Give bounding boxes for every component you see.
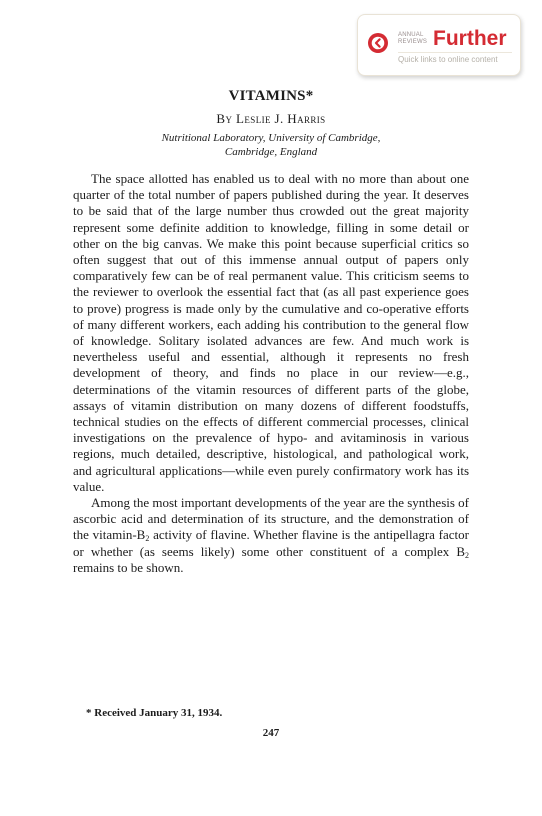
affiliation-line-2: Cambridge, England	[224, 146, 318, 158]
paragraph-2-part-c: remains to be shown.	[73, 559, 184, 575]
paragraph-1: The space allotted has enabled us to deal with no more than about one quarter of the total number of papers published during the year. It deserves to be said that of the large number thus crowded out the great majority represent some definite addition to knowledge, filling in some detail or other on the big canvas. We make this point because superficial critics so often suggest that out of this immense annual output of papers only comparatively few can be of real permanent value. This criticism seems to the reviewer to overlook the essential fact that (as all past experience goes to prove) progress is made only by the cumulative and co-operative efforts of many different workers, each adding his contribution to the general flow of knowledge. Solitary isolated advances are few. And much work is nevertheless useful and essential, although it represents no fresh development of theory, and finds no place in our review—e.g., determinations of the vitamin resources of different parts of the globe, assays of vitamin distribution on many dozens of different foodstuffs, technical studies on the effects of different commercial processes, clinical investigations on the prevalence of hypo- and avitaminosis in various regions, much detailed, descriptive, histological, and pathological work, and agricultural applications—while even purely confirmatory work has its value.	[73, 171, 469, 494]
paragraph-2-part-a: Among the most important developments of the year are the synthesis of ascorbic acid and determination of its structure, and the demonstration of the vitamin-B	[73, 495, 469, 543]
author-prefix: By	[216, 111, 233, 126]
affiliation-line-1: Nutritional Laboratory, University of Cambridge,	[161, 132, 381, 144]
received-footnote: * Received January 31, 1934.	[86, 707, 223, 719]
article-title: VITAMINS*	[228, 88, 314, 104]
badge-annual-label: ANNUAL	[398, 32, 424, 38]
badge-tagline[interactable]: Quick links to online content	[398, 55, 498, 64]
paragraph-2-part-b: activity of flavine. Whether flavine is the antipellagra factor or whether (as seems likely) some other constituent of a complex B	[73, 527, 469, 559]
badge-divider	[398, 52, 512, 53]
annual-reviews-logo-icon	[367, 32, 389, 54]
badge-further-label[interactable]: Further	[433, 27, 507, 50]
author-name: Leslie J. Harris	[236, 111, 326, 126]
page-number: 247	[262, 727, 280, 739]
paragraph-2	[73, 495, 469, 576]
article-body	[73, 171, 469, 576]
subscript-2a: 2	[145, 534, 150, 544]
author-line	[0, 111, 542, 127]
further-links-badge[interactable]	[357, 14, 521, 76]
badge-reviews-label: REVIEWS	[398, 39, 428, 45]
subscript-2b: 2	[465, 550, 469, 560]
